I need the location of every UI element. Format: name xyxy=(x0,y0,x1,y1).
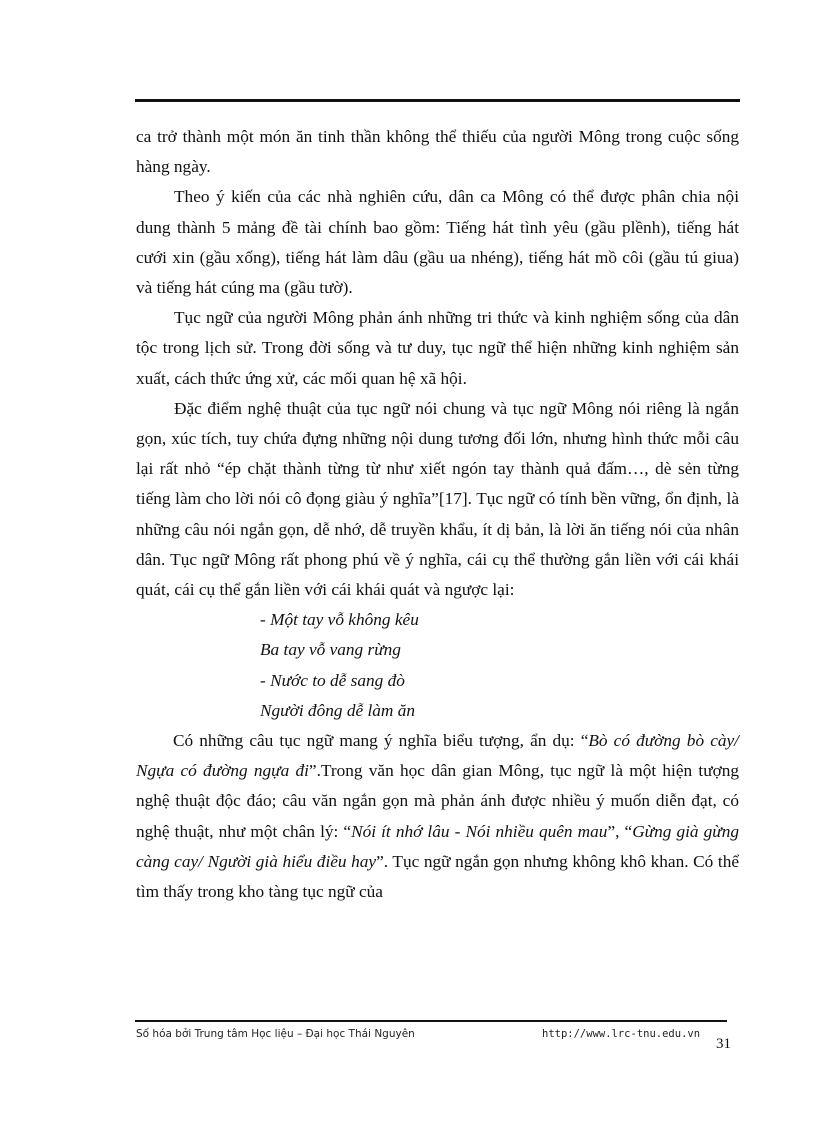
paragraph-song-topics: Theo ý kiến của các nhà nghiên cứu, dân ca Mông có thể được phân chia nội dung thành 5 mảng đề tài chính bao gồm: Tiếng hát tình yêu (gầu plềnh), tiếng hát cưới xin (gầu xống), tiếng hát làm dâu (gầu ua nhéng), tiếng hát mồ côi (gầu tú giua) và tiếng hát cúng ma (gầu tườ). xyxy=(136,187,739,298)
page-body xyxy=(136,122,739,907)
footer-rule xyxy=(135,1020,727,1022)
text-run: ”. Tục ngữ ngắn gọn nhưng không khô khan. Có thể tìm thấy trong kho tàng tục ngữ của xyxy=(136,851,740,902)
text-run: Có những câu tục ngữ mang ý nghĩa biểu tượng, ẩn dụ: “ xyxy=(173,731,589,751)
footer-url[interactable]: http://www.lrc-tnu.edu.vn xyxy=(542,1028,701,1040)
text-run: ”.Trong văn học dân gian Mông, tục ngữ là một hiện tượng nghệ thuật độc đáo; câu văn ngắn gọn mà phản ánh được nhiều ý muốn diễn đạt, có nghệ thuật, như một chân lý: “ xyxy=(136,761,739,841)
paragraph-continuation: ca trở thành một món ăn tinh thần không thể thiếu của người Mông trong cuộc sống hàng ngày. xyxy=(136,127,739,177)
text-run: ”, “ xyxy=(607,821,633,841)
paragraph-proverbs-symbolism xyxy=(136,726,739,907)
proverb-examples xyxy=(136,605,739,726)
quoted-proverb: Nói ít nhớ lâu - Nói nhiều quên mau xyxy=(351,821,608,841)
quoted-proverb: Bò có đường bò cày/ Ngựa có đường ngựa đi xyxy=(136,731,739,781)
proverb-line: Ba tay vỗ vang rừng xyxy=(260,640,401,660)
proverb-line: - Một tay vỗ không kêu xyxy=(260,610,419,630)
quoted-proverb: Gừng già gừng càng cay/ Người già hiểu điều hay xyxy=(136,821,739,871)
footer-source: Số hóa bởi Trung tâm Học liệu – Đại học Thái Nguyên xyxy=(136,1028,415,1040)
paragraph-proverbs-art: Đặc điểm nghệ thuật của tục ngữ nói chung và tục ngữ Mông nói riêng là ngắn gọn, xúc tích, tuy chứa đựng những nội dung tương đối lớn, nhưng hình thức mỗi câu lại rất nhỏ “ép chặt thành từng từ như xiết ngón tay thành quả đấm…, dè sẻn từng tiếng làm cho lời nói cô đọng giàu ý nghĩa”[17]. Tục ngữ có tính bền vững, ổn định, là những câu nói ngắn gọn, dễ nhớ, dễ truyền khẩu, ít dị bản, là lời ăn tiếng nói của nhân dân. Tục ngữ Mông rất phong phú về ý nghĩa, cái cụ thể thường gắn liền với cái khái quát, cái cụ thể gắn liền với cái khái quát và ngược lại: xyxy=(136,398,739,600)
proverb-line: Người đông dễ làm ăn xyxy=(260,700,415,720)
page-number: 31 xyxy=(716,1036,731,1052)
paragraph-proverbs-knowledge: Tục ngữ của người Mông phản ánh những tri thức và kinh nghiệm sống của dân tộc trong lịch sử. Trong đời sống và tư duy, tục ngữ thể hiện những kinh nghiệm sản xuất, cách thức ứng xử, các mối quan hệ xã hội. xyxy=(136,308,739,388)
header-rule xyxy=(135,99,740,102)
proverb-line: - Nước to dễ sang đò xyxy=(260,670,405,690)
